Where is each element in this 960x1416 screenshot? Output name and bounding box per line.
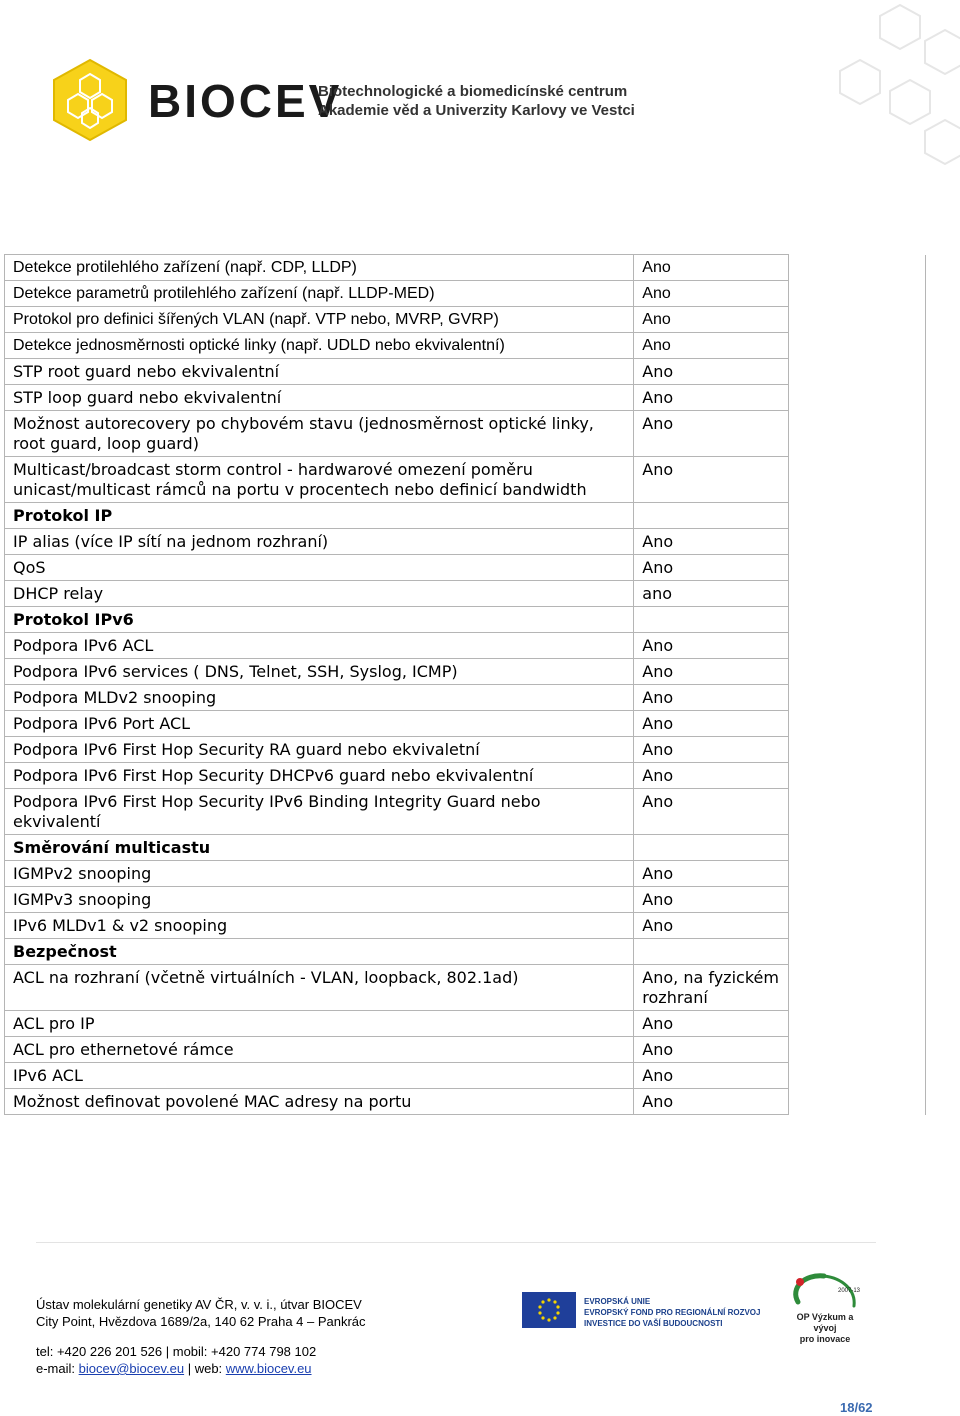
table-row (5, 1063, 926, 1089)
table-row (5, 555, 926, 581)
requirement-value: Ano (634, 659, 789, 685)
requirement-value (634, 835, 789, 861)
requirement-value: Ano (634, 555, 789, 581)
requirement-label: Podpora IPv6 First Hop Security DHCPv6 guard nebo ekvivalentní (5, 763, 634, 789)
empty-cell (789, 965, 926, 1011)
requirement-value: Ano (634, 411, 789, 457)
table-row (5, 913, 926, 939)
empty-cell (789, 763, 926, 789)
empty-cell (789, 1063, 926, 1089)
requirement-value: Ano (634, 887, 789, 913)
empty-cell (789, 737, 926, 763)
requirement-value: Ano (634, 737, 789, 763)
requirement-label: QoS (5, 555, 634, 581)
table-row (5, 1011, 926, 1037)
requirement-value: Ano (634, 333, 789, 359)
brand-subtitle: Biotechnologické a biomedicínské centrum Akademie věd a Univerzity Karlovy ve Vestci (318, 83, 635, 119)
empty-cell (789, 913, 926, 939)
requirement-label: Detekce parametrů protilehlého zařízení (např. LLDP-MED) (5, 281, 634, 307)
empty-cell (789, 307, 926, 333)
requirement-label: ACL na rozhraní (včetně virtuálních - VLAN, loopback, 802.1ad) (5, 965, 634, 1011)
requirement-label: ACL pro ethernetové rámce (5, 1037, 634, 1063)
empty-cell (789, 685, 926, 711)
page-header (0, 0, 960, 240)
eu-fund-text: EVROPSKÁ UNIE EVROPSKÝ FOND PRO REGIONÁLNÍ ROZVOJ INVESTICE DO VAŠÍ BUDOUCNOSTI (584, 1297, 761, 1328)
requirement-value: Ano (634, 763, 789, 789)
requirement-label: Detekce jednosměrnosti optické linky (např. UDLD nebo ekvivalentní) (5, 333, 634, 359)
requirement-label: IP alias (více IP sítí na jednom rozhraní) (5, 529, 634, 555)
requirement-value (634, 607, 789, 633)
table-row (5, 861, 926, 887)
table-row (5, 763, 926, 789)
table-row (5, 281, 926, 307)
footer-address: City Point, Hvězdova 1689/2a, 140 62 Praha 4 – Pankrác (36, 1314, 366, 1329)
table-row (5, 411, 926, 457)
section-title: Bezpečnost (5, 939, 634, 965)
requirement-label: IPv6 ACL (5, 1063, 634, 1089)
requirement-value: Ano (634, 457, 789, 503)
table-row (5, 385, 926, 411)
requirement-label: IGMPv3 snooping (5, 887, 634, 913)
empty-cell (789, 581, 926, 607)
email-link[interactable]: biocev@biocev.eu (78, 1361, 185, 1376)
requirement-value: Ano (634, 385, 789, 411)
table-row (5, 529, 926, 555)
empty-cell (789, 1037, 926, 1063)
requirement-value: Ano (634, 255, 789, 281)
requirement-value: Ano (634, 1063, 789, 1089)
requirement-label: Multicast/broadcast storm control - hardwarové omezení poměru unicast/multicast rámců na portu v procentech nebo definicí bandwidth (5, 457, 634, 503)
requirement-value: Ano (634, 861, 789, 887)
table-row (5, 333, 926, 359)
brand-name: BIOCEV (148, 75, 343, 127)
section-title: Protokol IPv6 (5, 607, 634, 633)
requirement-value: Ano (634, 529, 789, 555)
empty-cell (789, 633, 926, 659)
requirement-value (634, 503, 789, 529)
requirement-value: Ano (634, 1011, 789, 1037)
requirement-value: Ano (634, 789, 789, 835)
requirement-label: DHCP relay (5, 581, 634, 607)
requirement-value: Ano (634, 913, 789, 939)
eu-flag-icon (522, 1292, 576, 1328)
empty-cell (789, 659, 926, 685)
requirement-value: Ano, na fyzickém rozhraní (634, 965, 789, 1011)
table-row (5, 737, 926, 763)
web-link[interactable]: www.biocev.eu (225, 1361, 312, 1376)
table-row (5, 359, 926, 385)
requirement-label: IPv6 MLDv1 & v2 snooping (5, 913, 634, 939)
table-row (5, 1089, 926, 1115)
empty-cell (789, 789, 926, 835)
table-row (5, 581, 926, 607)
requirement-value: Ano (634, 281, 789, 307)
hexagon-pattern-decoration (730, 0, 960, 200)
requirement-value: Ano (634, 633, 789, 659)
empty-cell (789, 457, 926, 503)
section-header-row (5, 503, 926, 529)
table-row (5, 887, 926, 913)
empty-cell (789, 1089, 926, 1115)
section-title: Protokol IP (5, 503, 634, 529)
requirement-label: Podpora IPv6 services ( DNS, Telnet, SSH, Syslog, ICMP) (5, 659, 634, 685)
requirement-value: Ano (634, 307, 789, 333)
footer-org: Ústav molekulární genetiky AV ČR, v. v. i., útvar BIOCEV (36, 1297, 362, 1312)
empty-cell (789, 607, 926, 633)
requirement-label: Podpora IPv6 First Hop Security IPv6 Binding Integrity Guard nebo ekvivalentí (5, 789, 634, 835)
empty-cell (789, 711, 926, 737)
table-row (5, 255, 926, 281)
specification-table (4, 254, 926, 1115)
requirement-value (634, 939, 789, 965)
requirement-label: Podpora IPv6 Port ACL (5, 711, 634, 737)
empty-cell (789, 861, 926, 887)
footer-phone: tel: +420 226 201 526 | mobil: +420 774 798 102 (36, 1344, 317, 1359)
empty-cell (789, 359, 926, 385)
table-row (5, 1037, 926, 1063)
table-row (5, 307, 926, 333)
requirement-value: Ano (634, 685, 789, 711)
requirement-value: Ano (634, 711, 789, 737)
requirement-label: Protokol pro definici šířených VLAN (např. VTP nebo, MVRP, GVRP) (5, 307, 634, 333)
requirement-label: ACL pro IP (5, 1011, 634, 1037)
requirement-label: Podpora IPv6 First Hop Security RA guard nebo ekvivaletní (5, 737, 634, 763)
empty-cell (789, 411, 926, 457)
requirement-value: Ano (634, 1089, 789, 1115)
requirement-label: Podpora IPv6 ACL (5, 633, 634, 659)
biocev-logo-icon (48, 58, 132, 142)
table-row (5, 633, 926, 659)
requirement-value: Ano (634, 1037, 789, 1063)
requirement-label: Detekce protilehlého zařízení (např. CDP, LLDP) (5, 255, 634, 281)
table-row (5, 711, 926, 737)
requirement-label: STP loop guard nebo ekvivalentní (5, 385, 634, 411)
requirement-value: Ano (634, 359, 789, 385)
op-program-text: OP Výzkum a vývoj pro inovace (796, 1312, 854, 1344)
footer-divider (36, 1242, 876, 1243)
requirement-label: STP root guard nebo ekvivalentní (5, 359, 634, 385)
empty-cell (789, 333, 926, 359)
empty-cell (789, 939, 926, 965)
section-header-row (5, 607, 926, 633)
requirement-value: ano (634, 581, 789, 607)
table-row (5, 965, 926, 1011)
table-row (5, 789, 926, 835)
footer-contact: e-mail: biocev@biocev.eu | web: www.biocev.eu (36, 1361, 312, 1376)
requirement-label: Možnost definovat povolené MAC adresy na portu (5, 1089, 634, 1115)
requirement-label: IGMPv2 snooping (5, 861, 634, 887)
table-row (5, 457, 926, 503)
empty-cell (789, 529, 926, 555)
op-vavpi-logo-icon (784, 1268, 868, 1312)
empty-cell (789, 835, 926, 861)
section-header-row (5, 939, 926, 965)
table-row (5, 659, 926, 685)
section-title: Směrování multicastu (5, 835, 634, 861)
svg-text:2007-13: 2007-13 (838, 1288, 861, 1294)
table-row (5, 685, 926, 711)
empty-cell (789, 385, 926, 411)
empty-cell (789, 255, 926, 281)
requirement-label: Možnost autorecovery po chybovém stavu (jednosměrnost optické linky, root guard, loop guard) (5, 411, 634, 457)
empty-cell (789, 555, 926, 581)
requirement-label: Podpora MLDv2 snooping (5, 685, 634, 711)
empty-cell (789, 1011, 926, 1037)
empty-cell (789, 503, 926, 529)
section-header-row (5, 835, 926, 861)
empty-cell (789, 281, 926, 307)
empty-cell (789, 887, 926, 913)
page-number: 18/62 (840, 1400, 873, 1415)
